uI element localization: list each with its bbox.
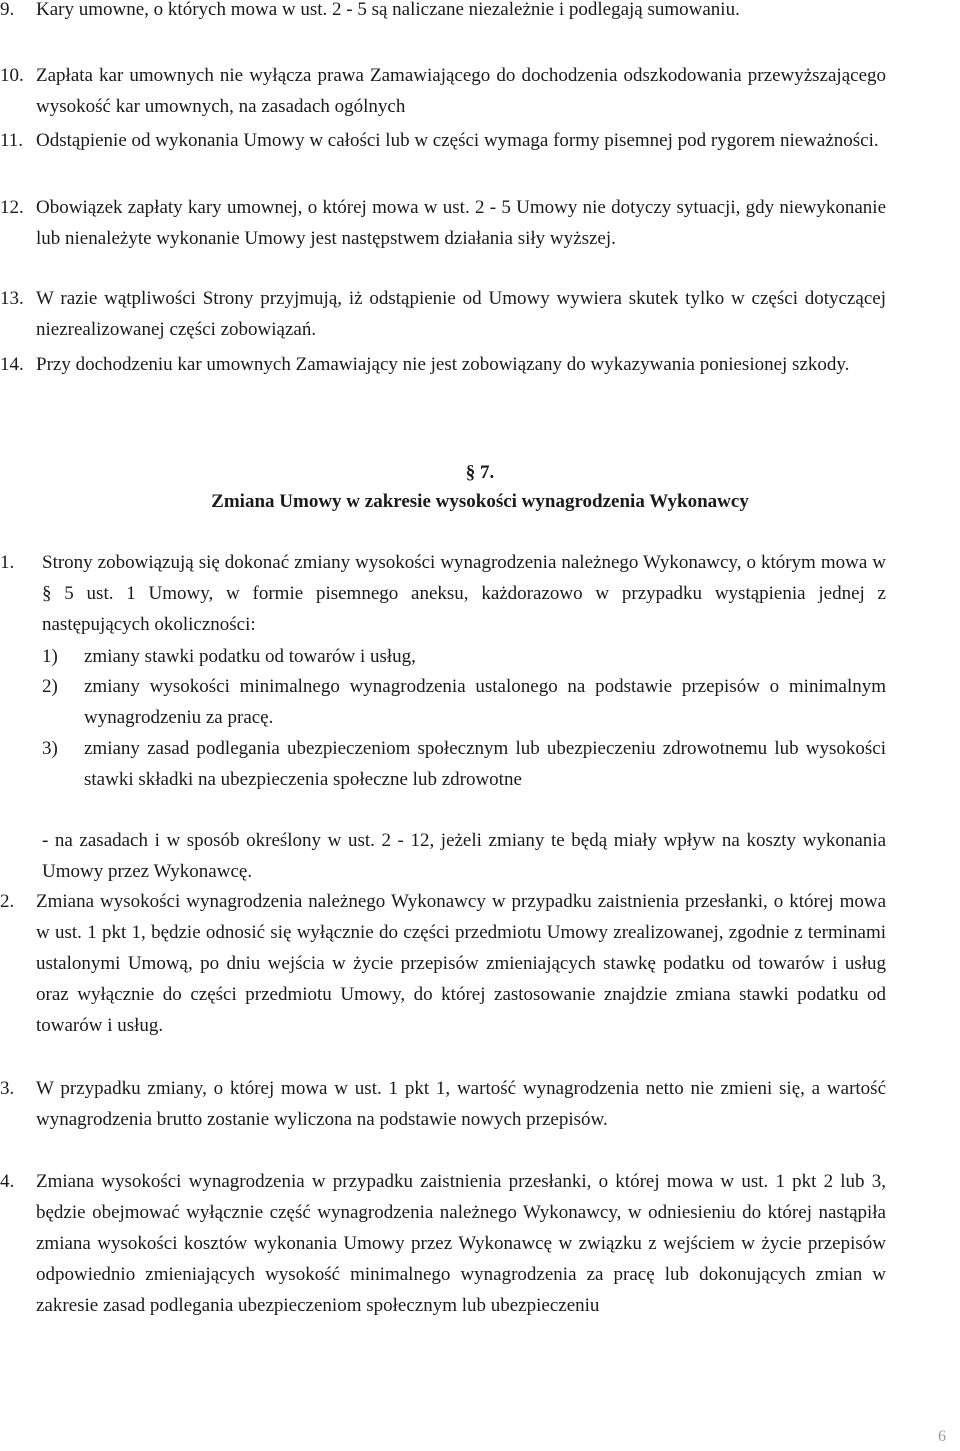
item-number: 4. xyxy=(0,1171,15,1192)
list-item xyxy=(0,1073,886,1135)
sub-list-item xyxy=(42,671,886,733)
item-text: Obowiązek zapłaty kary umownej, o której mowa w ust. 2 - 5 Umowy nie dotyczy sytuacji, gdy niewykonanie lub nienależyte wykonanie Umowy jest następstwem działania siły wyższej. xyxy=(36,197,886,249)
item-number: 14. xyxy=(0,354,24,375)
closing-clause: - na zasadach i w sposób określony w ust. 2 - 12, jeżeli zmiany te będą miały wpływ na koszty wykonania Umowy przez Wykonawcę. xyxy=(42,830,886,882)
list-item xyxy=(0,1166,886,1321)
item-text: W przypadku zmiany, o której mowa w ust. 1 pkt 1, wartość wynagrodzenia netto nie zmieni się, a wartość wynagrodzenia brutto zostanie wyliczona na podstawie nowych przepisów. xyxy=(36,1078,886,1130)
item-number: 1. xyxy=(0,552,15,573)
list-item xyxy=(0,125,886,156)
sub-list-item xyxy=(42,733,886,795)
item-number: 13. xyxy=(0,288,24,309)
item-text: Odstąpienie od wykonania Umowy w całości lub w części wymaga formy pisemnej pod rygorem nieważności. xyxy=(36,130,879,151)
item-number: 11. xyxy=(0,130,24,151)
item-number: 9. xyxy=(0,0,15,20)
sub-item-number: 1) xyxy=(42,646,58,667)
item-number: 3. xyxy=(0,1078,15,1099)
item-text: Przy dochodzeniu kar umownych Zamawiający nie jest zobowiązany do wykazywania poniesionej szkody. xyxy=(36,354,850,375)
item-text: Zmiana wysokości wynagrodzenia w przypadku zaistnienia przesłanki, o której mowa w ust. 1 pkt 2 lub 3, będzie obejmować wyłącznie część wynagrodzenia należnego Wykonawcy, w odniesieniu do której nastąpiła zmiana wysokości kosztów wykonania Umowy przez Wykonawcę w związku z wejściem w życie przepisów odpowiednio zmieniających wysokość minimalnego wynagrodzenia za pracę lub dokonujących zmian w zakresie zasad podlegania ubezpieczeniom społecznym lub ubezpieczeniu xyxy=(36,1171,886,1316)
item-number: 10. xyxy=(0,65,24,86)
item-text: Kary umowne, o których mowa w ust. 2 - 5 są naliczane niezależnie i podlegają sumowaniu. xyxy=(36,0,740,20)
sub-item-number: 3) xyxy=(42,738,58,759)
list-item xyxy=(0,0,886,25)
sub-item-number: 2) xyxy=(42,676,58,697)
list-item xyxy=(0,283,886,345)
sub-list-item xyxy=(42,641,886,672)
list-item xyxy=(0,60,886,122)
item-number: 2. xyxy=(0,891,15,912)
item-text: W razie wątpliwości Strony przyjmują, iż odstąpienie od Umowy wywiera skutek tylko w części dotyczącej niezrealizowanej części zobowiązań. xyxy=(36,288,886,340)
item-text: Zapłata kar umownych nie wyłącza prawa Zamawiającego do dochodzenia odszkodowania przewyższającego wysokość kar umownych, na zasadach ogólnych xyxy=(36,65,886,117)
item-text: Zmiana wysokości wynagrodzenia należnego Wykonawcy w przypadku zaistnienia przesłanki, o której mowa w ust. 1 pkt 1, będzie odnosić się wyłącznie do części przedmiotu Umowy zrealizowanej, zgodnie z terminami ustalonymi Umową, po dniu wejścia w życie przepisów zmieniających stawkę podatku od towarów i usług oraz wyłącznie do części przedmiotu Umowy, do której zastosowanie znajdzie zmiana stawki podatku od towarów i usług. xyxy=(36,891,886,1036)
sub-item-text: zmiany zasad podlegania ubezpieczeniom społecznym lub ubezpieczeniu zdrowotnemu lub wysokości stawki składki na ubezpieczenia społeczne lub zdrowotne xyxy=(84,738,886,790)
page-number: 6 xyxy=(938,1428,946,1445)
sub-item-text: zmiany stawki podatku od towarów i usług, xyxy=(84,646,416,667)
section-number: § 7. xyxy=(465,462,495,483)
item-number: 12. xyxy=(0,197,24,218)
list-item xyxy=(0,192,886,254)
list-item xyxy=(0,886,886,1041)
sub-item-text: zmiany wysokości minimalnego wynagrodzenia ustalonego na podstawie przepisów o minimalnym wynagrodzeniu za pracę. xyxy=(84,676,886,728)
list-item xyxy=(0,349,886,380)
section-title: Zmiana Umowy w zakresie wysokości wynagrodzenia Wykonawcy xyxy=(211,491,749,512)
item-text: Strony zobowiązują się dokonać zmiany wysokości wynagrodzenia należnego Wykonawcy, o którym mowa w § 5 ust. 1 Umowy, w formie pisemnego aneksu, każdorazowo w przypadku wystąpienia jednej z następujących okoliczności: xyxy=(42,552,886,635)
list-item xyxy=(0,547,886,640)
